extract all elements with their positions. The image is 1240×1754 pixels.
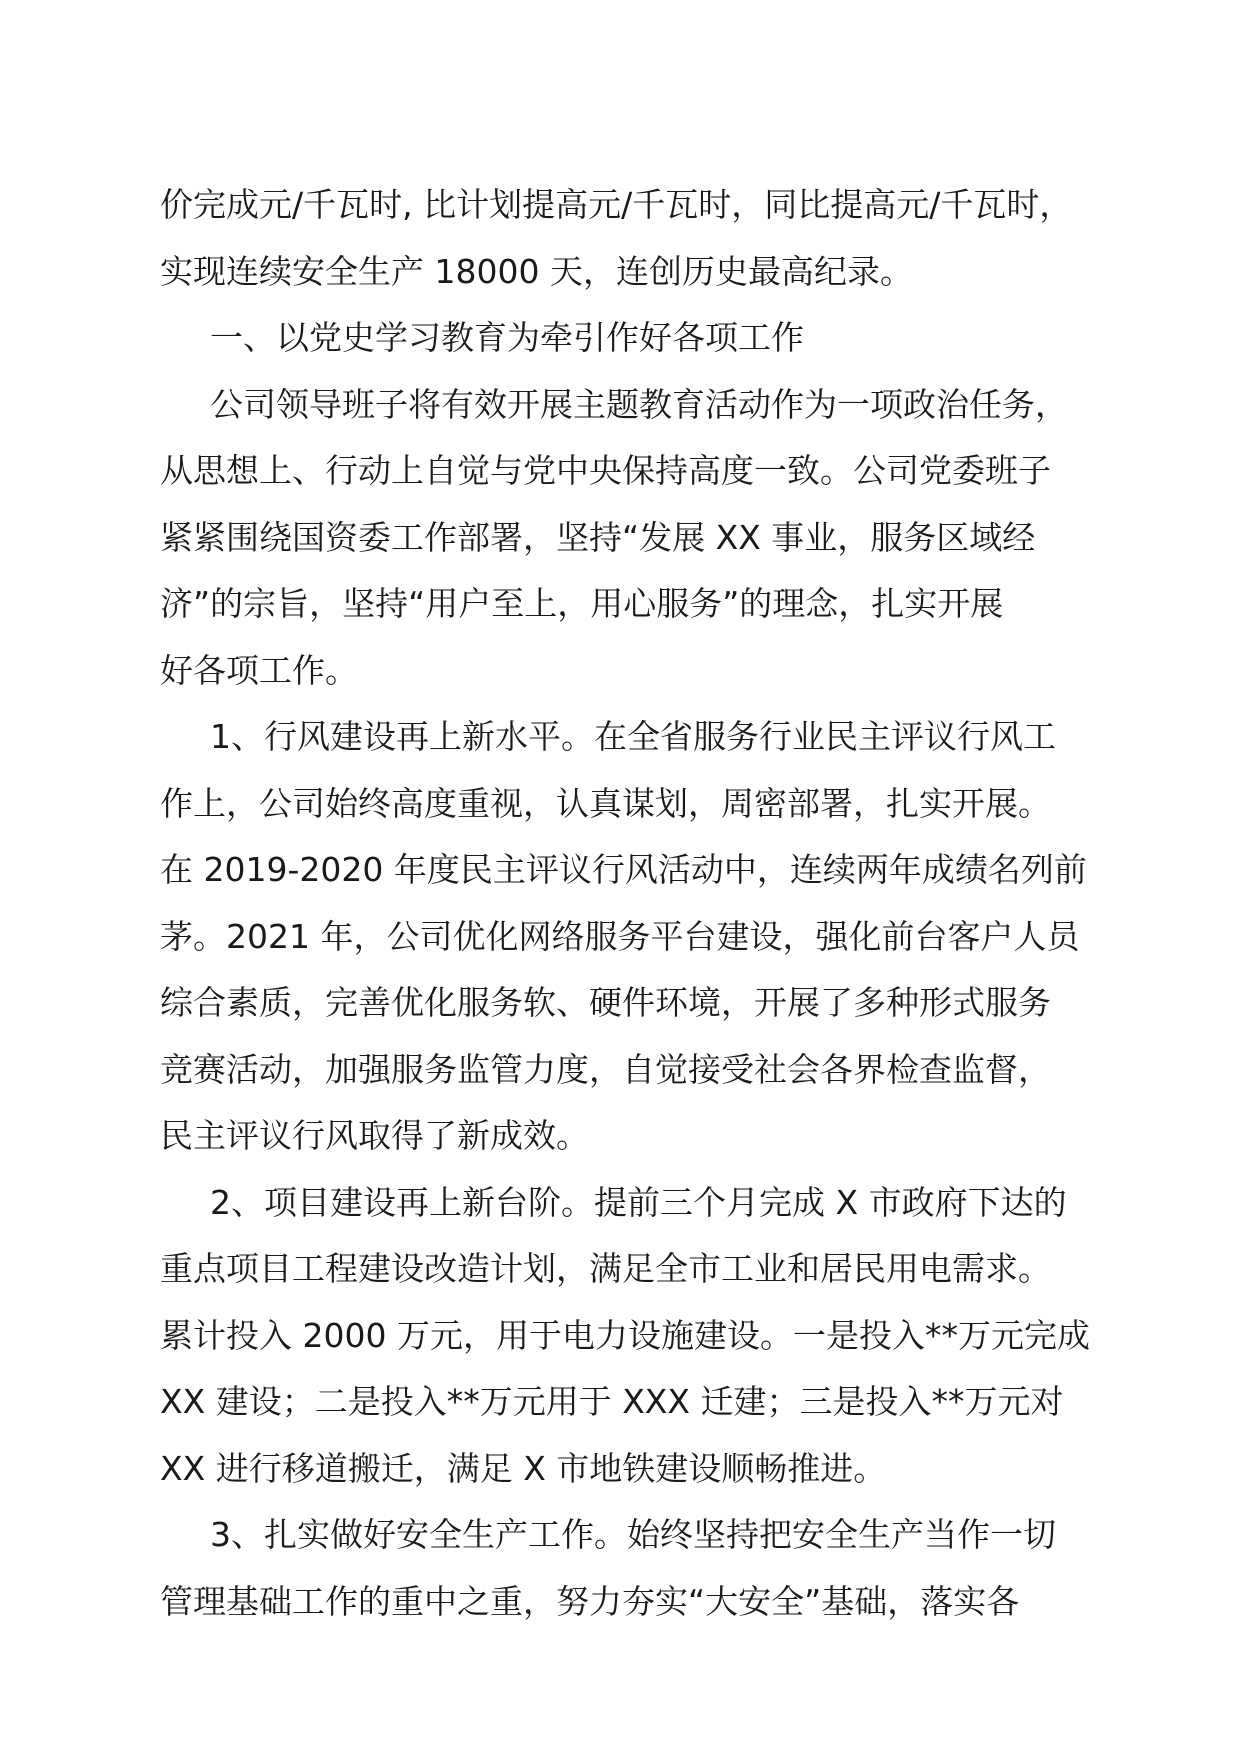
text-line: XX 建设；二是投入**万元用于 XXX 迁建；三是投入**万元对 bbox=[160, 1382, 1064, 1421]
text-line: 累计投入 2000 万元，用于电力设施建设。一是投入**万元完成 bbox=[160, 1315, 1090, 1355]
numbered-item-1: 1、行风建设再上新水平。在全省服务行业民主评议行风工 bbox=[210, 717, 1056, 756]
text-line: 济”的宗旨，坚持“用户至上，用心服务”的理念，扎实开展 bbox=[160, 584, 1004, 623]
text-line: 综合素质，完善优化服务软、硬件环境，开展了多种形式服务 bbox=[160, 983, 1051, 1022]
document-body bbox=[160, 172, 1092, 1635]
numbered-item-2: 2、项目建设再上新台阶。提前三个月完成 X 市政府下达的 bbox=[210, 1182, 1067, 1222]
text-line: 重点项目工程建设改造计划，满足全市工业和居民用电需求。 bbox=[160, 1249, 1051, 1288]
text-line: 民主评议行风取得了新成效。 bbox=[160, 1116, 589, 1155]
text-line: 茅。2021 年，公司优化网络服务平台建设，强化前台客户人员 bbox=[160, 916, 1080, 956]
text-line: 从思想上、行动上自觉与党中央保持高度一致。公司党委班子 bbox=[160, 451, 1051, 490]
text-line: XX 进行移道搬迁，满足 X 市地铁建设顺畅推进。 bbox=[160, 1448, 887, 1488]
text-line: 竞赛活动，加强服务监管力度，自觉接受社会各界检查监督， bbox=[160, 1049, 1051, 1089]
text-line: 在 2019-2020 年度民主评议行风活动中，连续两年成绩名列前 bbox=[160, 850, 1087, 889]
section-heading: 一、以党史学习教育为牵引作好各项工作 bbox=[210, 318, 804, 357]
text-line: 价完成元/千瓦时, 比计划提高元/千瓦时，同比提高元/千瓦时， bbox=[160, 185, 1073, 224]
text-line: 好各项工作。 bbox=[160, 650, 358, 690]
text-line: 管理基础工作的重中之重，努力夯实“大安全”基础，落实各 bbox=[160, 1581, 1020, 1621]
text-line: 实现连续安全生产 18000 天，连创历史最高纪录。 bbox=[160, 251, 913, 291]
numbered-item-3: 3、扎实做好安全生产工作。始终坚持把安全生产当作一切 bbox=[210, 1515, 1056, 1554]
text-line: 作上，公司始终高度重视，认真谋划，周密部署，扎实开展。 bbox=[160, 783, 1051, 823]
text-line: 公司领导班子将有效开展主题教育活动作为一项政治任务， bbox=[210, 384, 1068, 424]
text-line: 紧紧围绕国资委工作部署，坚持“发展 XX 事业，服务区域经 bbox=[160, 517, 1036, 557]
